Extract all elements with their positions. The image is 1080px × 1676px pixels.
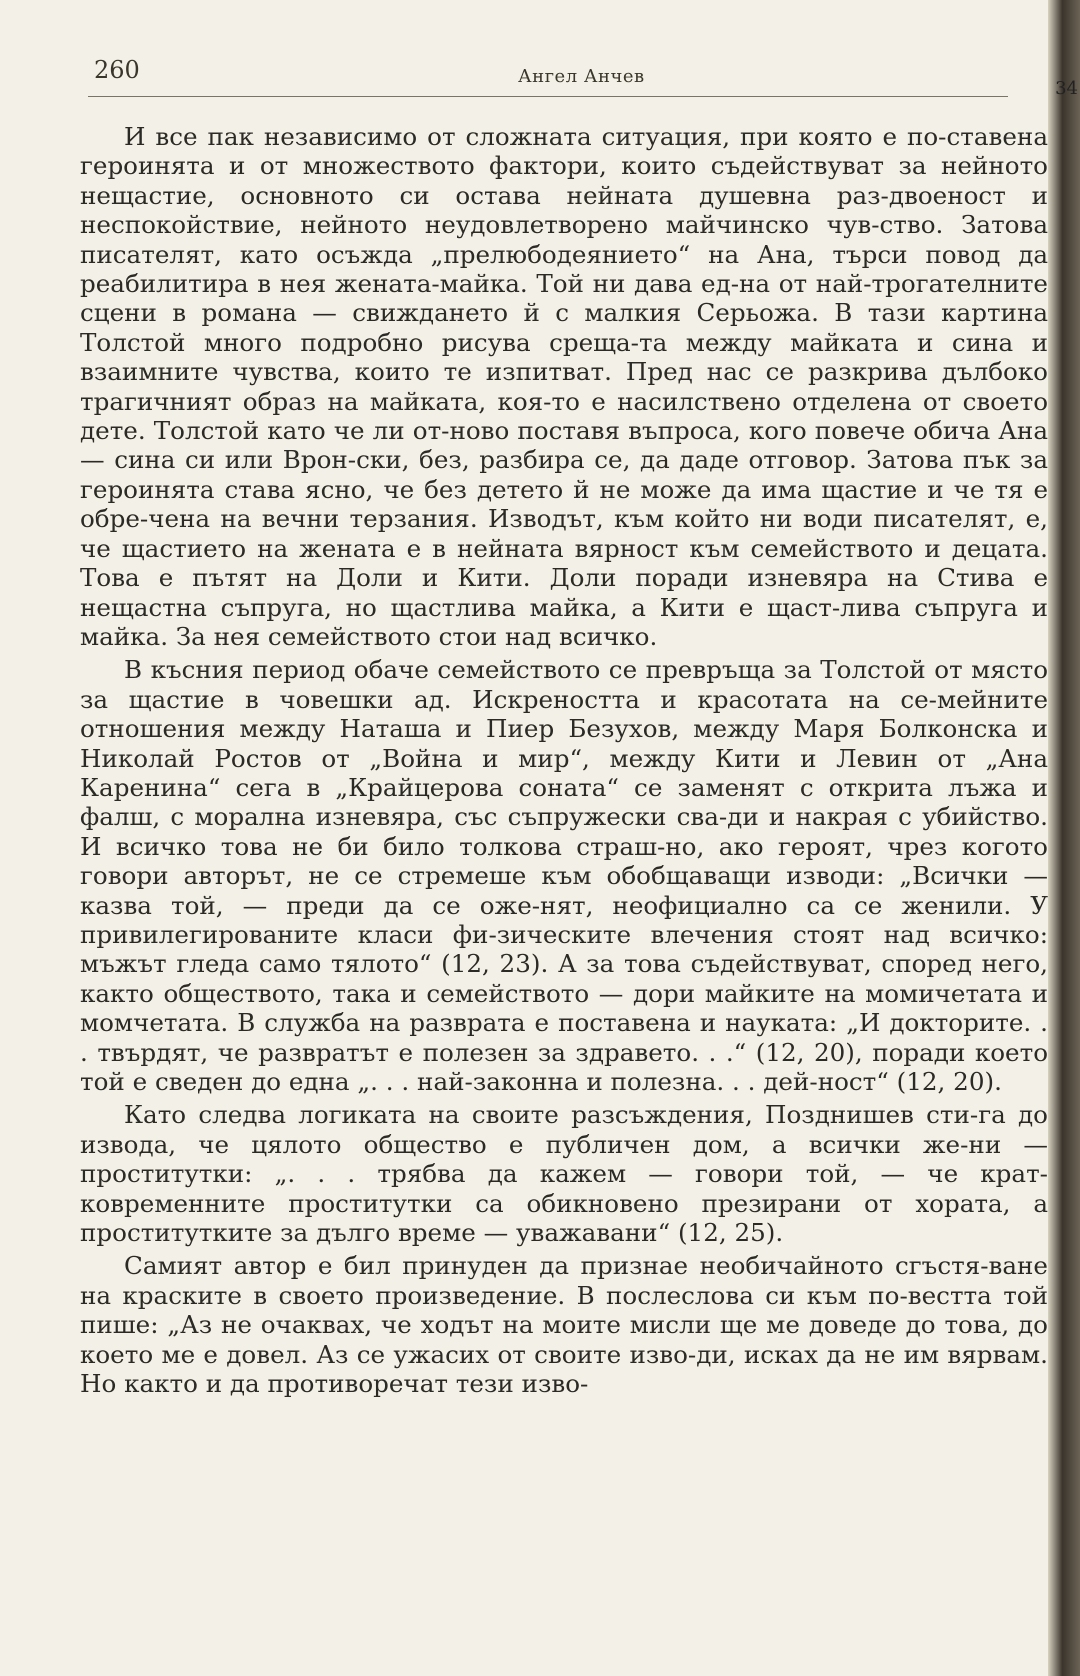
adjacent-page-edge — [1048, 0, 1080, 1676]
page-number: 260 — [94, 56, 140, 84]
paragraph: В късния период обаче семейството се превръща за Толстой от място за щастие в човешки ад. Искреността и красотата на се-мейните отношения между Наташа и Пиер Безухов, между Маря Болконска и Николай Ростов от „Война и мир“, между Кити и Левин от „Ана Каренина“ сега в „Крайцерова соната“ се заменят с открита лъжа и фалш, с морална изневяра, със съпружески сва-ди и накрая с убийство. И всичко това не би било толкова страш-но, ако героят, чрез когото говори авторът, не се стремеше към обобщаващи изводи: „Всички — казва той, — преди да се оже-нят, неофициално са се женили. У привилегированите класи фи-зическите влечения стоят над всичко: мъжът гледа само тялото“ (12, 23). А за това съдействуват, според него, както обществото, така и семейството — дори майките на момичетата и момчетата. В служба на разврата е поставена и науката: „И докторите. . . твърдят, че развратът е полезен за здравето. . .“ (12, 20), поради което той е сведен до една „. . . най-законна и полезна. . . дей-ност“ (12, 20). — [80, 655, 1048, 1096]
paragraph: Самият автор е бил принуден да признае необичайното сгъстя-ване на краските в своето произведение. В послеслова си към по-вестта той пише: „Аз не очаквах, че ходът на моите мисли ще ме доведе до това, до което ме е довел. Аз се ужасих от своите изво-ди, исках да не им вярвам. Но както и да противоречат тези изво- — [80, 1251, 1048, 1399]
paragraph: И все пак независимо от сложната ситуация, при която е по-ставена героинята и от множеството фактори, които съдействуват за нейното нещастие, основното си остава нейната душевна раз-двоеност и неспокойствие, нейното неудовлетворено майчинско чув-ство. Затова писателят, като осъжда „прелюбодеянието“ на Ана, търси повод да реабилитира в нея жената-майка. Той ни дава ед-на от най-трогателните сцени в романа — свиждането й с малкия Серьожа. В тази картина Толстой много подробно рисува среща-та между майката и сина и взаимните чувства, които те изпитват. Пред нас се разкрива дълбоко трагичният образ на майката, коя-то е насилствено отделена от своето дете. Толстой като че ли от-ново поставя въпроса, кого повече обича Ана — сина си или Врон-ски, без, разбира се, да даде отговор. Затова пък за героинята става ясно, че без детето й не може да има щастие и че тя е обре-чена на вечни терзания. Изводът, към който ни води писателят, е, че щастието на жената е в нейната вярност към семейството и децата. Това е пътят на Доли и Кити. Доли поради изневяра на Стива е нещастна съпруга, но щастлива майка, а Кити е щаст-лива съпруга и майка. За нея семейството стои над всичко. — [80, 122, 1048, 651]
running-title: Ангел Анчев — [518, 66, 645, 87]
adjacent-page-number: 34 — [1055, 78, 1078, 99]
page-header — [88, 56, 1008, 102]
header-rule — [88, 96, 1008, 97]
paragraph: Като следва логиката на своите разсъждения, Позднишев сти-га до извода, че цялото общество е публичен дом, а всички же-ни — проститутки: „. . . трябва да кажем — говори той, — че крат-ковременните проститутки са обикновено презирани от хората, а проститутките за дълго време — уважавани“ (12, 25). — [80, 1100, 1048, 1248]
body-text — [80, 122, 1048, 1398]
